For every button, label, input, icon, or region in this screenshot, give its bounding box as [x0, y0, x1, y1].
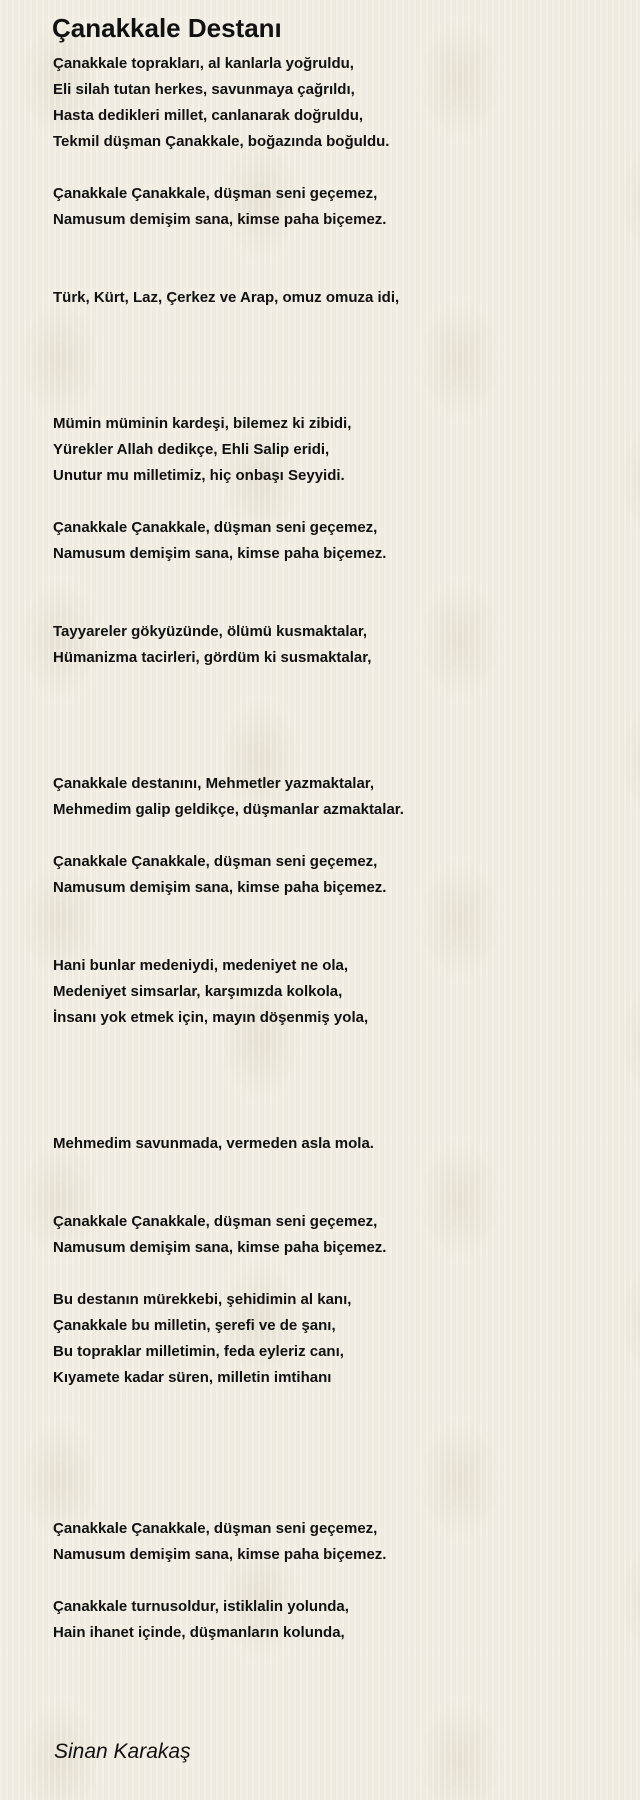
poem-line: Hümanizma tacirleri, gördüm ki susmaktalar, [53, 649, 372, 666]
poem-line: Bu destanın mürekkebi, şehidimin al kanı, [53, 1291, 352, 1308]
poem-line: Unutur mu milletimiz, hiç onbaşı Seyyidi. [53, 467, 345, 484]
poem-refrain-line: Namusum demişim sana, kimse paha biçemez. [53, 211, 387, 228]
poem-author: Sinan Karakaş [54, 1740, 191, 1763]
poem-refrain-line: Çanakkale Çanakkale, düşman seni geçemez, [53, 185, 378, 202]
poem-line: Tayyareler gökyüzünde, ölümü kusmaktalar, [53, 623, 368, 640]
poem-line: Yürekler Allah dedikçe, Ehli Salip eridi, [53, 441, 330, 458]
poem-line: Çanakkale destanını, Mehmetler yazmaktalar, [53, 775, 374, 792]
poem-line: Tekmil düşman Çanakkale, boğazında boğuldu. [53, 133, 390, 150]
poem-line: İnsanı yok etmek için, mayın döşenmiş yola, [53, 1009, 369, 1026]
poem-refrain-line: Namusum demişim sana, kimse paha biçemez. [53, 879, 387, 896]
poem-line: Hain ihanet içinde, düşmanların kolunda, [53, 1624, 345, 1641]
poem-line: Çanakkale turnusoldur, istiklalin yolunda, [53, 1598, 349, 1615]
poem-refrain-line: Namusum demişim sana, kimse paha biçemez. [53, 1239, 387, 1256]
poem-line: Kıyamete kadar süren, milletin imtihanı [53, 1369, 332, 1386]
poem-refrain-line: Namusum demişim sana, kimse paha biçemez. [53, 1546, 387, 1563]
poem-refrain-line: Çanakkale Çanakkale, düşman seni geçemez, [53, 519, 378, 536]
poem-refrain-line: Çanakkale Çanakkale, düşman seni geçemez, [53, 1520, 378, 1537]
poem-refrain-line: Çanakkale Çanakkale, düşman seni geçemez, [53, 1213, 378, 1230]
poem-title: Çanakkale Destanı [52, 13, 282, 43]
poem-refrain-line: Çanakkale Çanakkale, düşman seni geçemez, [53, 853, 378, 870]
poem-refrain-line: Namusum demişim sana, kimse paha biçemez. [53, 545, 387, 562]
poem-line: Mehmedim galip geldikçe, düşmanlar azmaktalar. [53, 801, 404, 818]
poem-line: Bu topraklar milletimin, feda eyleriz canı, [53, 1343, 344, 1360]
poem-line: Türk, Kürt, Laz, Çerkez ve Arap, omuz omuza idi, [53, 289, 400, 306]
poem-line: Medeniyet simsarlar, karşımızda kolkola, [53, 983, 343, 1000]
poem-line: Çanakkale toprakları, al kanlarla yoğruldu, [53, 55, 354, 72]
poem-line: Eli silah tutan herkes, savunmaya çağrıldı, [53, 81, 355, 98]
poem-line: Çanakkale bu milletin, şerefi ve de şanı, [53, 1317, 336, 1334]
poem-line: Hani bunlar medeniydi, medeniyet ne ola, [53, 957, 349, 974]
poem-line: Mümin müminin kardeşi, bilemez ki zibidi, [53, 415, 352, 432]
poem-line: Mehmedim savunmada, vermeden asla mola. [53, 1135, 374, 1152]
poem-line: Hasta dedikleri millet, canlanarak doğruldu, [53, 107, 364, 124]
